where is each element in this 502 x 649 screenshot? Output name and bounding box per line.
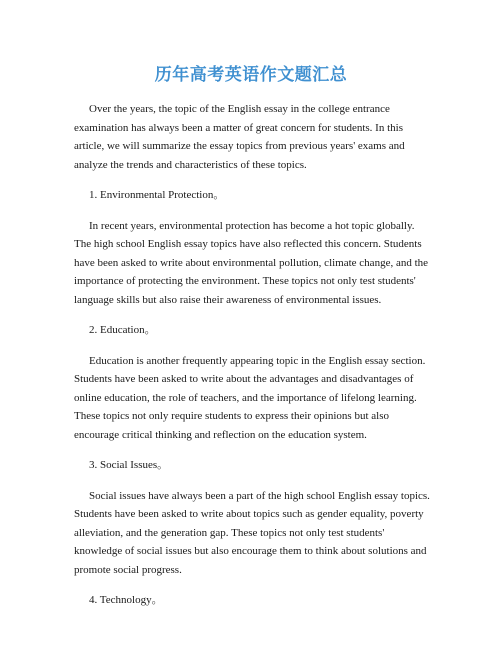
document-body (74, 100, 434, 622)
intro-paragraph: Over the years, the topic of the English essay in the college entrance examination has always been a matter of great concern for students. In this article, we will summarize the essay topics from previous years' exams and analyze the trends and characteristics of these topics. (74, 103, 405, 171)
section-heading-education: 2. Education。 (89, 324, 156, 336)
section-heading-technology: 4. Technology。 (89, 594, 163, 606)
document-title: 历年高考英语作文题汇总 (154, 65, 348, 85)
section-heading-environmental-protection: 1. Environmental Protection。 (89, 189, 225, 201)
section-text-environmental-protection: In recent years, environmental protection has become a hot topic globally. The high school English essay topics have also reflected this concern. Students have been asked to write about environmental pollution, climate change, and the importance of protecting the environment. These topics not only test students' language skills but also raise their awareness of environmental issues. (74, 219, 429, 306)
section-text-education: Education is another frequently appearing topic in the English essay section. Students have been asked to write about the advantages and disadvantages of online education, the role of teachers, and the importance of lifelong learning. These topics not only require students to express their opinions but also encourage critical thinking and reflection on the education system. (74, 354, 426, 441)
section-text-social-issues: Social issues have always been a part of the high school English essay topics. Students have been asked to write about topics such as gender equality, poverty alleviation, and the generation gap. These topics not only test students' knowledge of social issues but also encourage them to think about solutions and promote social progress. (74, 489, 430, 576)
section-heading-social-issues: 3. Social Issues。 (89, 459, 169, 471)
